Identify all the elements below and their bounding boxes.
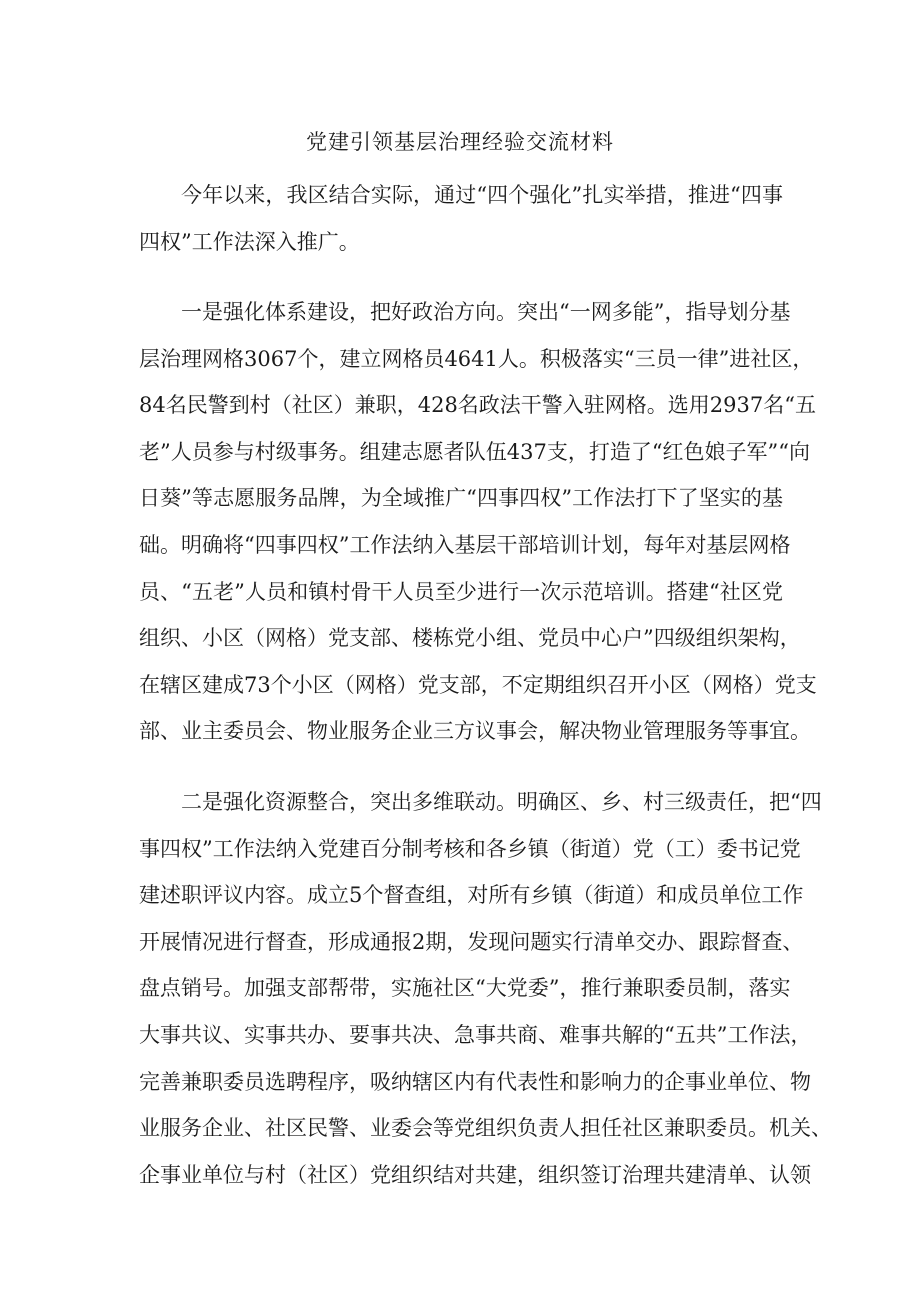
paragraph-line: 组织、小区（网格）党支部、楼栋党小组、党员中心户”四级组织架构， <box>139 626 801 651</box>
paragraph-line: 员、“五老”人员和镇村骨干人员至少进行一次示范培训。搭建“社区党 <box>139 579 783 604</box>
paragraph-line: 在辖区建成73个小区（网格）党支部，不定期组织召开小区（网格）党支 <box>139 672 817 697</box>
paragraph-line: 老”人员参与村级事务。组建志愿者队伍437支，打造了“红色娘子军”“向 <box>139 439 811 464</box>
document-title: 党建引领基层治理经验交流材料 <box>306 130 614 154</box>
paragraph-line: 日葵”等志愿服务品牌，为全域推广“四事四权”工作法打下了坚实的基 <box>139 486 783 511</box>
paragraph-line: 层治理网格3067个，建立网格员4641人。积极落实“三员一律”进社区， <box>139 346 814 371</box>
paragraph-line: 础。明确将“四事四权”工作法纳入基层干部培训计划，每年对基层网格 <box>139 533 791 557</box>
paragraph-line: 建述职评议内容。成立5个督查组，对所有乡镇（街道）和成员单位工作 <box>139 883 804 908</box>
paragraph-line: 盘点销号。加强支部帮带，实施社区“大党委”，推行兼职委员制，落实 <box>139 976 791 1001</box>
paragraph-line: 一是强化体系建设，把好政治方向。突出“一网多能”，指导划分基 <box>181 300 791 324</box>
paragraph-line: 完善兼职委员选聘程序，吸纳辖区内有代表性和影响力的企事业单位、物 <box>139 1069 811 1094</box>
paragraph-line: 四权”工作法深入推广。 <box>139 229 360 254</box>
paragraph-line: 二是强化资源整合，突出多维联动。明确区、乡、村三级责任，把“四 <box>181 790 822 814</box>
paragraph-line: 今年以来，我区结合实际，通过“四个强化”扎实举措，推进“四事 <box>181 183 783 207</box>
paragraph-line: 业服务企业、社区民警、业委会等党组织负责人担任社区兼职委员。机关、 <box>139 1116 832 1141</box>
paragraph-line: 84名民警到村（社区）兼职，428名政法干警入驻网格。选用2937名“五 <box>139 393 816 418</box>
paragraph-line: 事四权”工作法纳入党建百分制考核和各乡镇（街道）党（工）委书记党 <box>139 836 801 861</box>
paragraph-line: 企事业单位与村（社区）党组织结对共建，组织签订治理共建清单、认领 <box>139 1162 811 1187</box>
paragraph-line: 部、业主委员会、物业服务企业三方议事会，解决物业管理服务等事宜。 <box>139 719 811 744</box>
paragraph-line: 大事共议、实事共办、要事共决、急事共商、难事共解的“五共”工作法， <box>139 1023 812 1047</box>
paragraph-line: 开展情况进行督查，形成通报2期，发现问题实行清单交办、跟踪督查、 <box>139 929 804 954</box>
